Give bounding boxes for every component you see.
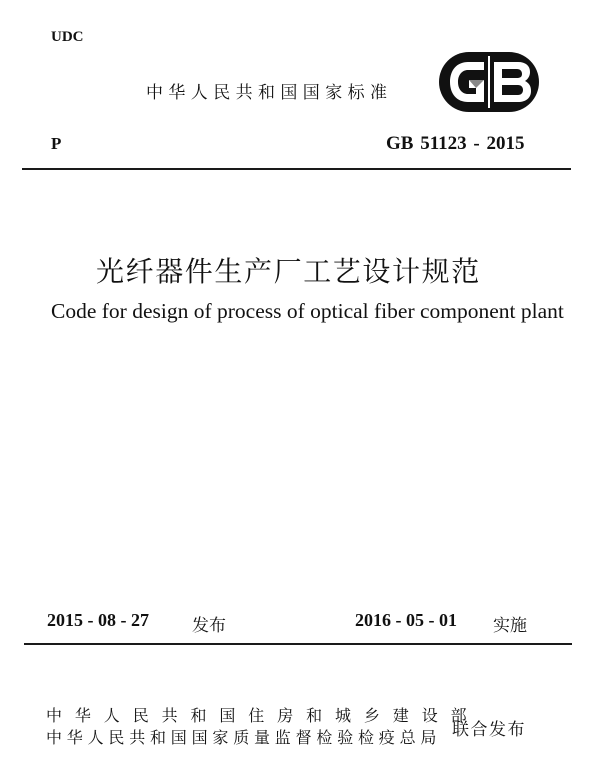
bottom-divider [24,643,572,645]
publish-label: 发布 [192,616,226,636]
joint-issue-label: 联合发布 [452,720,526,740]
classification-code: P [51,134,62,153]
standard-number: GB 51123 - 2015 [386,133,525,154]
implementation-label: 实施 [493,616,527,636]
issuer-aqsiq: 中华人民共和国国家质量监督检验检疫总局 [46,728,442,747]
national-standard-heading: 中华人民共和国国家标准 [146,83,393,103]
title-english: Code for design of process of optical fiber component plant [51,299,564,323]
gb-logo-icon [438,50,540,114]
udc-label: UDC [51,29,84,45]
top-divider [22,168,571,170]
title-chinese: 光纤器件生产厂工艺设计规范 [96,255,481,288]
issuer-ministry-housing: 中华人民共和国住房和城乡建设部 [46,706,480,725]
publish-date: 2015 - 08 - 27 [47,610,149,630]
implementation-date: 2016 - 05 - 01 [355,610,457,630]
